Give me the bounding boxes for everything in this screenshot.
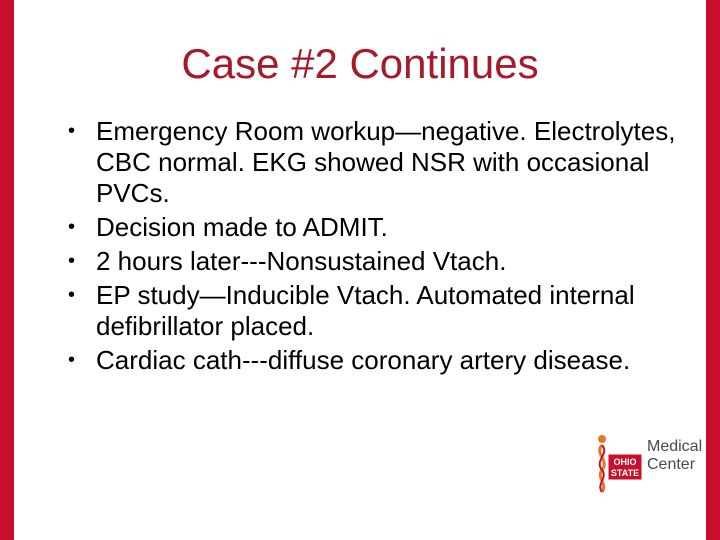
slide-title: Case #2 Continues [181,40,539,87]
bullet-text: Cardiac cath---diffuse coronary artery disease. [96,345,631,375]
bullet-item [68,280,698,342]
left-frame-bar [0,0,14,540]
bullet-text: Decision made to ADMIT. [96,212,388,242]
bullet-text: Emergency Room workup—negative. Electrolytes, CBC normal. EKG showed NSR with occasional PVCs. [96,116,676,208]
logo-mark-text-ohio: OHIO [613,457,637,467]
bullet-item [68,212,698,243]
logo-mark-text-state: STATE [610,468,640,478]
bullet-text: EP study—Inducible Vtach. Automated internal defibrillator placed. [96,280,635,341]
logo-wordmark [647,438,702,474]
logo-line-center: Center [647,456,696,473]
bullet-text: 2 hours later---Nonsustained Vtach. [96,246,507,276]
right-frame-bar [706,0,720,540]
medical-center-logo [590,432,706,494]
logo-line-medical: Medical [647,438,703,455]
bullet-icon: • [68,250,76,272]
bullet-item [68,345,698,376]
bullet-icon: • [68,120,76,142]
bullet-list [68,116,698,379]
bullet-icon: • [68,284,76,306]
bullet-item [68,116,698,209]
bullet-icon: • [68,216,76,238]
bullet-icon: • [68,349,76,371]
dna-helix-logo-icon [590,432,646,494]
bullet-item [68,246,698,277]
